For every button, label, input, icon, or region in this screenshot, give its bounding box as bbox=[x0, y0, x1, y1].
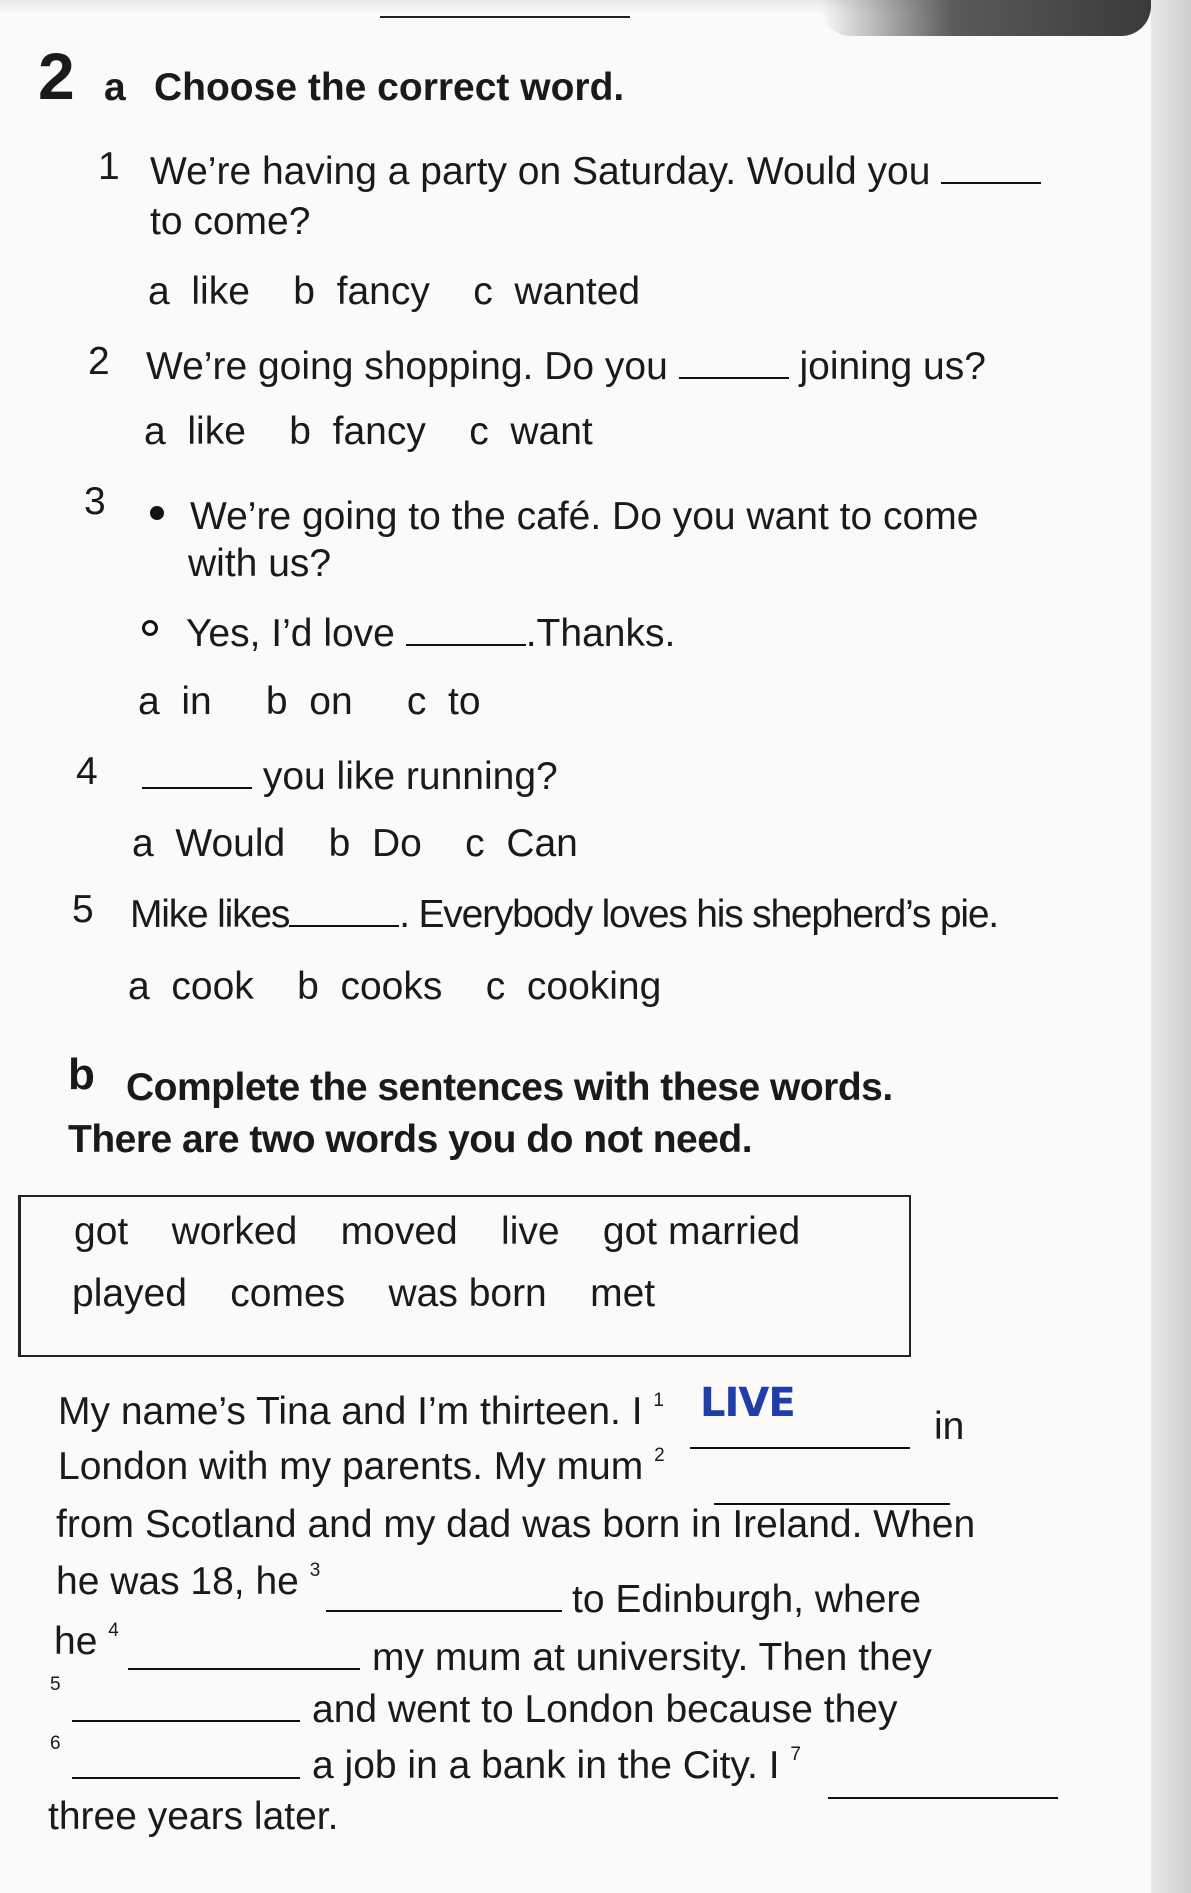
gap-number: 5 bbox=[50, 1674, 61, 1695]
item-1-blank[interactable] bbox=[941, 182, 1041, 184]
passage-line-1-end: in bbox=[934, 1405, 965, 1448]
option-want[interactable]: want bbox=[510, 410, 593, 453]
item-2-after: joining us? bbox=[799, 345, 986, 388]
item-1-options bbox=[148, 270, 640, 314]
option-to[interactable]: to bbox=[448, 680, 481, 723]
option-letter: a bbox=[138, 680, 160, 723]
passage-text: My name’s Tina and I’m thirteen. I bbox=[58, 1390, 643, 1433]
option-letter: b bbox=[297, 965, 319, 1008]
item-3-blank[interactable] bbox=[406, 644, 526, 646]
speaker-2-bullet bbox=[142, 620, 158, 636]
gap-5[interactable] bbox=[72, 1720, 300, 1722]
option-letter: c bbox=[485, 965, 506, 1008]
option-fancy[interactable]: fancy bbox=[336, 270, 430, 313]
speaker-1-bullet bbox=[150, 506, 164, 520]
option-letter: c bbox=[406, 680, 427, 723]
option-letter: a bbox=[128, 965, 150, 1008]
option-can[interactable]: Can bbox=[506, 822, 578, 865]
option-cooking[interactable]: cooking bbox=[526, 965, 662, 1008]
item-1-line1: We’re having a party on Saturday. Would you bbox=[150, 150, 931, 193]
gap-number: 3 bbox=[309, 1560, 321, 1581]
item-5-number: 5 bbox=[72, 888, 94, 931]
gap-number: 7 bbox=[790, 1744, 801, 1765]
word-comes: comes bbox=[230, 1272, 346, 1315]
gap-1[interactable] bbox=[690, 1447, 910, 1449]
option-letter: a bbox=[148, 270, 170, 313]
handwritten-answer-1: LIVE bbox=[700, 1380, 795, 1426]
option-in[interactable]: in bbox=[181, 680, 212, 723]
page-shadow bbox=[821, 0, 1151, 36]
gap-number: 1 bbox=[653, 1390, 664, 1411]
item-1-line2: to come? bbox=[150, 200, 311, 243]
passage-text: he was 18, he bbox=[56, 1560, 299, 1603]
item-2-options bbox=[144, 410, 593, 454]
item-5-blank[interactable] bbox=[289, 925, 399, 927]
part-a-letter: a bbox=[104, 66, 126, 109]
word-box-row-1 bbox=[74, 1210, 800, 1254]
item-1-number: 1 bbox=[98, 145, 120, 188]
passage-line-3: from Scotland and my dad was born in Ireland. When bbox=[56, 1503, 976, 1546]
item-2-text bbox=[146, 345, 986, 389]
item-5-before: Mike likes bbox=[130, 893, 290, 936]
option-letter: b bbox=[293, 270, 315, 313]
item-3-reply-after: .Thanks. bbox=[525, 612, 676, 655]
word-box-row-2 bbox=[72, 1272, 655, 1316]
passage-text: London with my parents. My mum bbox=[58, 1445, 644, 1488]
item-3-line1: We’re going to the café. Do you want to come bbox=[190, 495, 979, 538]
item-2-blank[interactable] bbox=[679, 377, 789, 379]
item-5-after: . Everybody loves his shepherd’s pie. bbox=[399, 893, 998, 936]
passage-line-5-end: my mum at university. Then they bbox=[372, 1636, 932, 1679]
page-gutter-shadow bbox=[1151, 0, 1191, 1893]
option-like[interactable]: like bbox=[187, 410, 246, 453]
passage-line-8: three years later. bbox=[48, 1795, 339, 1838]
passage-line-4-end: to Edinburgh, where bbox=[572, 1578, 922, 1621]
option-like[interactable]: like bbox=[191, 270, 250, 313]
exercise-number: 2 bbox=[38, 39, 75, 113]
passage-line-1 bbox=[58, 1390, 664, 1434]
item-3-number: 3 bbox=[84, 480, 106, 523]
passage-text: a job in a bank in the City. I bbox=[312, 1744, 780, 1787]
gap-6[interactable] bbox=[72, 1777, 300, 1779]
item-3-reply-before: Yes, I’d love bbox=[186, 612, 395, 655]
gap-3[interactable] bbox=[326, 1610, 562, 1612]
passage-line-2 bbox=[58, 1445, 665, 1489]
option-on[interactable]: on bbox=[309, 680, 353, 723]
option-letter: a bbox=[132, 822, 154, 865]
part-b-heading-line1: Complete the sentences with these words. bbox=[126, 1066, 893, 1109]
item-3-options bbox=[138, 680, 481, 724]
gap-number: 6 bbox=[50, 1733, 61, 1754]
option-letter: c bbox=[473, 270, 493, 313]
option-wanted[interactable]: wanted bbox=[514, 270, 641, 313]
part-b-heading-line2: There are two words you do not need. bbox=[68, 1118, 753, 1161]
gap-4[interactable] bbox=[128, 1668, 360, 1670]
word-got-married: got married bbox=[602, 1210, 801, 1253]
previous-answer-line bbox=[380, 16, 630, 18]
word-worked: worked bbox=[171, 1210, 298, 1253]
passage-line-4 bbox=[56, 1560, 320, 1604]
passage-line-5 bbox=[54, 1620, 119, 1664]
option-cooks[interactable]: cooks bbox=[340, 965, 443, 1008]
passage-line-7 bbox=[312, 1744, 801, 1788]
gap-number: 4 bbox=[108, 1620, 119, 1641]
item-5-options bbox=[128, 965, 661, 1009]
gap-number: 2 bbox=[654, 1445, 665, 1466]
option-cook[interactable]: cook bbox=[171, 965, 254, 1008]
item-4-options bbox=[132, 822, 578, 866]
word-got: got bbox=[74, 1210, 129, 1253]
item-1-text bbox=[150, 150, 1041, 194]
item-2-before: We’re going shopping. Do you bbox=[146, 345, 668, 388]
option-letter: b bbox=[289, 410, 311, 453]
word-met: met bbox=[590, 1272, 656, 1315]
item-4-text bbox=[142, 755, 558, 799]
option-letter: c bbox=[469, 410, 489, 453]
gap-7[interactable] bbox=[828, 1797, 1058, 1799]
part-a-heading: Choose the correct word. bbox=[154, 66, 625, 109]
word-moved: moved bbox=[340, 1210, 458, 1253]
item-4-after: you like running? bbox=[262, 755, 558, 798]
option-letter: c bbox=[465, 822, 485, 865]
option-letter: b bbox=[265, 680, 288, 723]
word-was-born: was born bbox=[388, 1272, 547, 1315]
passage-text: he bbox=[54, 1620, 98, 1663]
word-played: played bbox=[72, 1272, 187, 1315]
item-4-number: 4 bbox=[76, 750, 98, 793]
passage-line-6-end: and went to London because they bbox=[312, 1688, 898, 1731]
option-would[interactable]: Would bbox=[175, 822, 286, 865]
item-2-number: 2 bbox=[88, 340, 110, 383]
item-3-line2: with us? bbox=[188, 542, 332, 585]
word-live: live bbox=[501, 1210, 560, 1253]
item-4-blank[interactable] bbox=[142, 787, 252, 789]
option-letter: b bbox=[328, 822, 351, 865]
item-3-reply bbox=[186, 612, 675, 656]
part-b-letter: b bbox=[68, 1050, 95, 1099]
option-do[interactable]: Do bbox=[371, 822, 422, 865]
item-5-text bbox=[130, 893, 998, 937]
option-fancy[interactable]: fancy bbox=[332, 410, 426, 453]
option-letter: a bbox=[144, 410, 166, 453]
